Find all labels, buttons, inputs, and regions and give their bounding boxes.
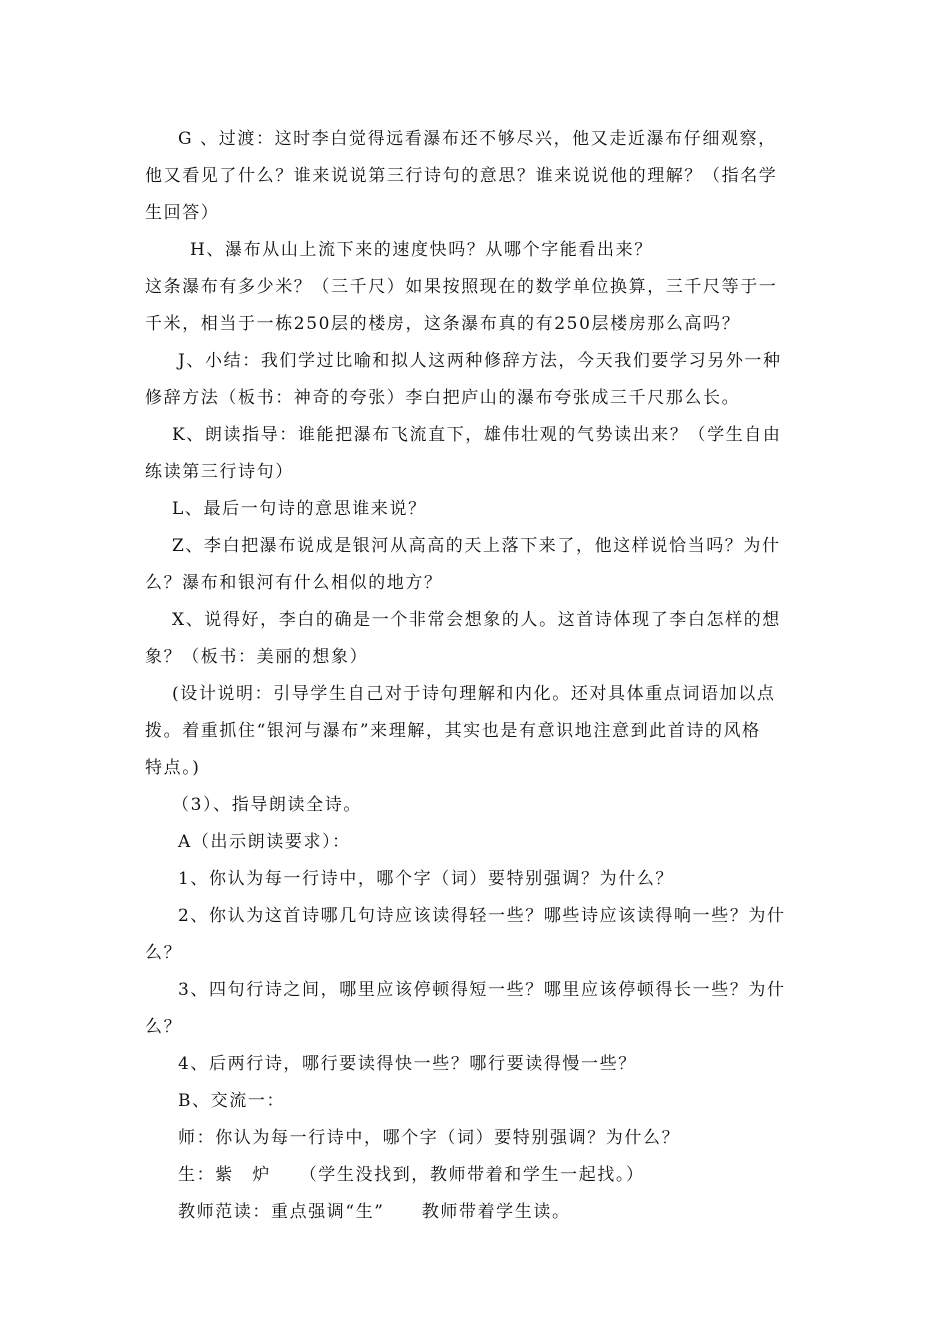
paragraph-line: 么？ [145, 1017, 183, 1037]
paragraph-line: B、交流一： [178, 1091, 286, 1111]
paragraph-line: J、小结：我们学过比喻和拟人这两种修辞方法，今天我们要学习另外一种 [178, 351, 782, 371]
paragraph-line: X、说得好，李白的确是一个非常会想象的人。这首诗体现了李白怎样的想 [172, 610, 781, 630]
paragraph-line: 4、后两行诗，哪行要读得快一些？哪行要读得慢一些？ [178, 1054, 637, 1074]
paragraph-line: H、瀑布从山上流下来的速度快吗？从哪个字能看出来？ [190, 240, 653, 260]
paragraph-line: L、最后一句诗的意思谁来说？ [172, 499, 427, 519]
paragraph-line: 特点。) [145, 758, 201, 778]
paragraph-line: A（出示朗读要求）： [178, 832, 351, 852]
paragraph-line: 3、四句行诗之间，哪里应该停顿得短一些？哪里应该停顿得长一些？为什 [178, 980, 786, 1000]
paragraph-line: 这条瀑布有多少米？（三千尺）如果按照现在的数学单位换算，三千尺等于一 [145, 277, 778, 297]
paragraph-line: 拨。着重抓住“银河与瀑布”来理解，其实也是有意识地注意到此首诗的风格 [145, 721, 761, 741]
paragraph-line: 练读第三行诗句） [145, 462, 294, 482]
paragraph-line: 修辞方法（板书：神奇的夸张）李白把庐山的瀑布夸张成三千尺那么长。 [145, 388, 741, 408]
paragraph-line: 么？ [145, 943, 183, 963]
paragraph-line: Z、李白把瀑布说成是银河从高高的天上落下来了，他这样说恰当吗？为什 [172, 536, 781, 556]
paragraph-line: 生：紫 炉 （学生没找到，教师带着和学生一起找。） [178, 1165, 645, 1185]
paragraph-line: G 、过渡：这时李白觉得远看瀑布还不够尽兴，他又走近瀑布仔细观察， [178, 129, 777, 149]
paragraph-line: (设计说明：引导学生自己对于诗句理解和内化。还对具体重点词语加以点 [172, 684, 776, 704]
paragraph-line: K、朗读指导：谁能把瀑布飞流直下，雄伟壮观的气势读出来？（学生自由 [172, 425, 782, 445]
paragraph-line: 2、你认为这首诗哪几句诗应该读得轻一些？哪些诗应该读得响一些？为什 [178, 906, 786, 926]
paragraph-line: 他又看见了什么？谁来说说第三行诗句的意思？谁来说说他的理解？（指名学 [145, 166, 778, 186]
paragraph-line: 生回答） [145, 203, 220, 223]
paragraph-line: 象？（板书：美丽的想象） [145, 647, 369, 667]
paragraph-line: 千米，相当于一栋250层的楼房，这条瀑布真的有250层楼房那么高吗？ [145, 314, 741, 334]
paragraph-line: 1、你认为每一行诗中，哪个字（词）要特别强调？为什么？ [178, 869, 675, 889]
paragraph-line: 教师范读：重点强调“生” 教师带着学生读。 [178, 1202, 571, 1222]
paragraph-line: 么？瀑布和银河有什么相似的地方？ [145, 573, 443, 593]
paragraph-line: 师：你认为每一行诗中，哪个字（词）要特别强调？为什么？ [178, 1128, 681, 1148]
paragraph-line: （3）、指导朗读全诗。 [172, 795, 362, 815]
